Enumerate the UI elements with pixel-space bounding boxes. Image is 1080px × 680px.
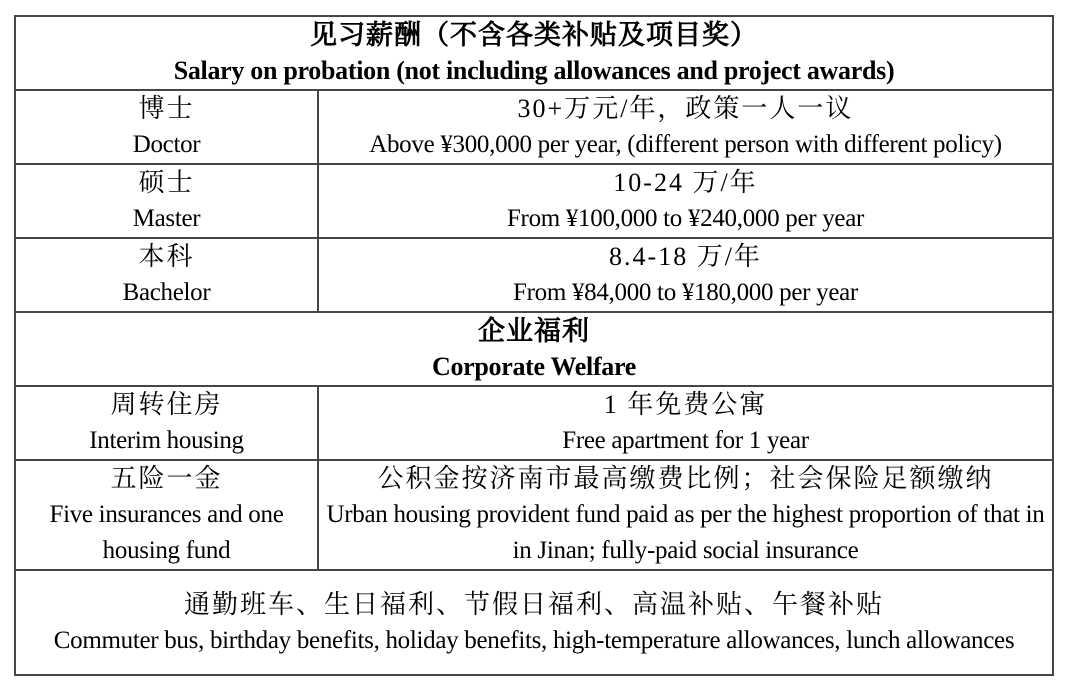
insurance-row bbox=[15, 460, 1053, 570]
master-value-en: From ¥100,000 to ¥240,000 per year bbox=[506, 205, 865, 232]
doctor-row bbox=[15, 90, 1053, 164]
master-label-en: Master bbox=[132, 205, 201, 232]
insurance-value-zh: 公积金按济南市最高缴费比例；社会保险足额缴纳 bbox=[377, 464, 994, 493]
master-value-cell bbox=[318, 164, 1053, 238]
interim-housing-value-cell bbox=[318, 386, 1053, 460]
insurance-label-zh: 五险一金 bbox=[110, 464, 223, 493]
interim-housing-value-en: Free apartment for 1 year bbox=[562, 427, 809, 454]
welfare-title-en: Corporate Welfare bbox=[431, 352, 637, 381]
bachelor-label-en: Bachelor bbox=[122, 279, 211, 306]
bachelor-value-cell bbox=[318, 238, 1053, 312]
master-row bbox=[15, 164, 1053, 238]
salary-section-header-row bbox=[15, 16, 1053, 90]
master-value-zh: 10-24 万/年 bbox=[613, 168, 758, 197]
welfare-section-header-cell bbox=[15, 312, 1053, 386]
interim-housing-label-en: Interim housing bbox=[89, 427, 244, 454]
welfare-section-header-row bbox=[15, 312, 1053, 386]
master-label-cell bbox=[15, 164, 318, 238]
insurance-label-cell bbox=[15, 460, 318, 570]
interim-housing-value-zh: 1 年免费公寓 bbox=[603, 390, 768, 419]
bachelor-label-cell bbox=[15, 238, 318, 312]
bachelor-label-zh: 本科 bbox=[138, 242, 195, 271]
insurance-value-cell bbox=[318, 460, 1053, 570]
master-label-zh: 硕士 bbox=[138, 168, 195, 197]
other-benefits-en: Commuter bus, birthday benefits, holiday benefits, high-temperature allowances, lunch allowances bbox=[53, 626, 1015, 654]
bachelor-value-zh: 8.4-18 万/年 bbox=[609, 242, 762, 271]
insurance-label-en: Five insurances and one housing fund bbox=[49, 501, 284, 564]
bachelor-row bbox=[15, 238, 1053, 312]
salary-title-zh: 见习薪酬（不含各类补贴及项目奖） bbox=[310, 20, 758, 50]
salary-benefits-table bbox=[14, 15, 1054, 676]
doctor-label-cell bbox=[15, 90, 318, 164]
interim-housing-label-zh: 周转住房 bbox=[110, 390, 223, 419]
bachelor-value-en: From ¥84,000 to ¥180,000 per year bbox=[513, 279, 858, 306]
salary-section-header-cell bbox=[15, 16, 1053, 90]
doctor-value-en: Above ¥300,000 per year, (different person with different policy) bbox=[369, 131, 1002, 158]
interim-housing-row bbox=[15, 386, 1053, 460]
insurance-value-en: Urban housing provident fund paid as per the highest proportion of that in in Jinan; fully-paid social insurance bbox=[326, 501, 1045, 564]
doctor-label-zh: 博士 bbox=[138, 94, 195, 123]
doctor-value-zh: 30+万元/年，政策一人一议 bbox=[517, 94, 854, 123]
other-benefits-zh: 通勤班车、生日福利、节假日福利、高温补贴、午餐补贴 bbox=[183, 589, 884, 619]
salary-title-en: Salary on probation (not including allowances and project awards) bbox=[173, 56, 895, 85]
welfare-title-zh: 企业福利 bbox=[478, 316, 590, 346]
other-benefits-row bbox=[15, 570, 1053, 675]
doctor-label-en: Doctor bbox=[132, 131, 201, 158]
interim-housing-label-cell bbox=[15, 386, 318, 460]
doctor-value-cell bbox=[318, 90, 1053, 164]
other-benefits-cell bbox=[15, 570, 1053, 675]
